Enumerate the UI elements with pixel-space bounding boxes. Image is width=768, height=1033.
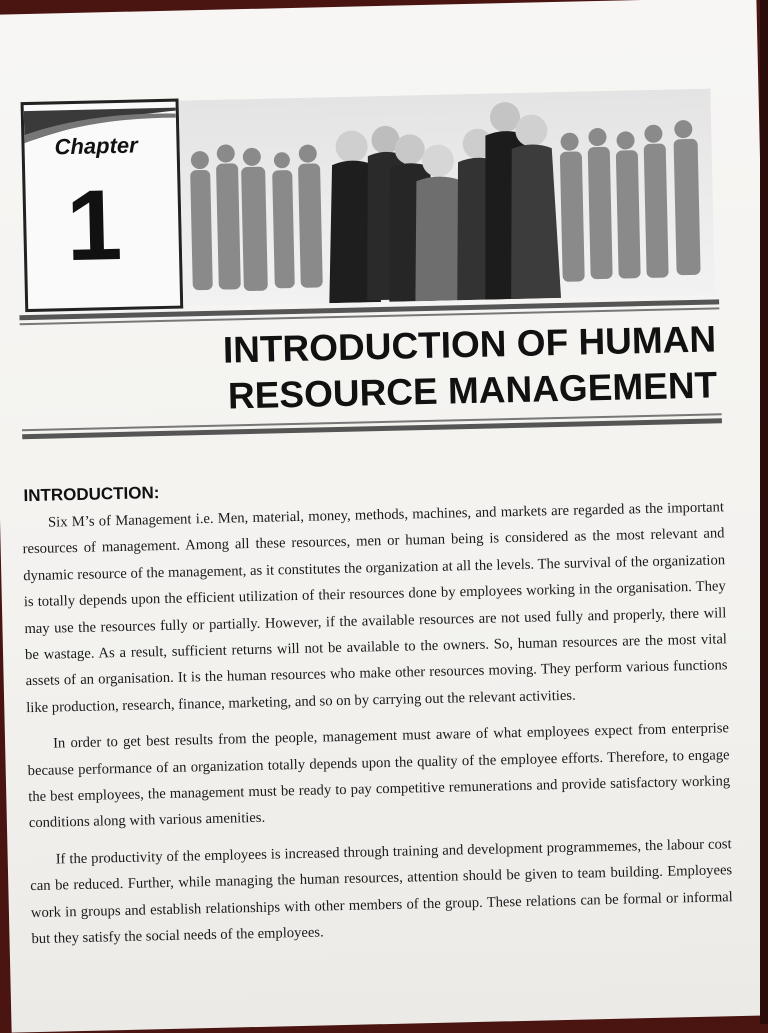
chapter-number: 1 bbox=[65, 168, 124, 283]
page-edge-shadow bbox=[760, 0, 768, 1024]
people-photo bbox=[179, 88, 716, 306]
paragraph-1: Six M’s of Management i.e. Men, material, money, methods, machines, and markets are regarded as the important resources of management. Among all these resources, men or human being is considered as the most relevant and dynamic resource of the management, as it constitutes the organization at all the levels. The survival of the organization is totally depends upon the efficient utilization of their resources done by employees working in the organisation. They may use the resources fully or partially. However, if the available resources are not used fully and properly, there will be wastage. As a result, sufficient returns will not be available to the owners. So, human resources are the most vital assets of an organisation. It is the human resources who make other resources moving. They perform various functions like production, research, finance, marketing, and so on by carrying out the relevant activities. bbox=[22, 499, 728, 717]
chapter-title-line-1: INTRODUCTION OF HUMAN bbox=[222, 318, 717, 371]
paragraph-2: In order to get best results from the people, management must aware of what employees expect from enterprise because performance of an organization totally depends upon the quality of the employee efforts. Therefore, to engage the best employees, the management must be ready to pay competitive remunerations and provide satisfactory working conditions along with various amenities. bbox=[27, 720, 731, 832]
chapter-label: Chapter bbox=[54, 132, 138, 160]
section-heading: INTRODUCTION: bbox=[23, 483, 160, 506]
chapter-title bbox=[20, 316, 718, 424]
people-photo-banner bbox=[179, 88, 716, 306]
body-text bbox=[22, 494, 734, 962]
paragraph-3: If the productivity of the employees is increased through training and development programmemes, the labour cost can be reduced. Further, while managing the human resources, attention should be given to team building. Employees work in groups and establish relationships with other members of the group. These relations can be formal or informal but they satisfy the social needs of the employees. bbox=[30, 836, 733, 948]
chapter-box bbox=[21, 99, 184, 313]
chapter-title-line-2: RESOURCE MANAGEMENT bbox=[227, 364, 718, 417]
